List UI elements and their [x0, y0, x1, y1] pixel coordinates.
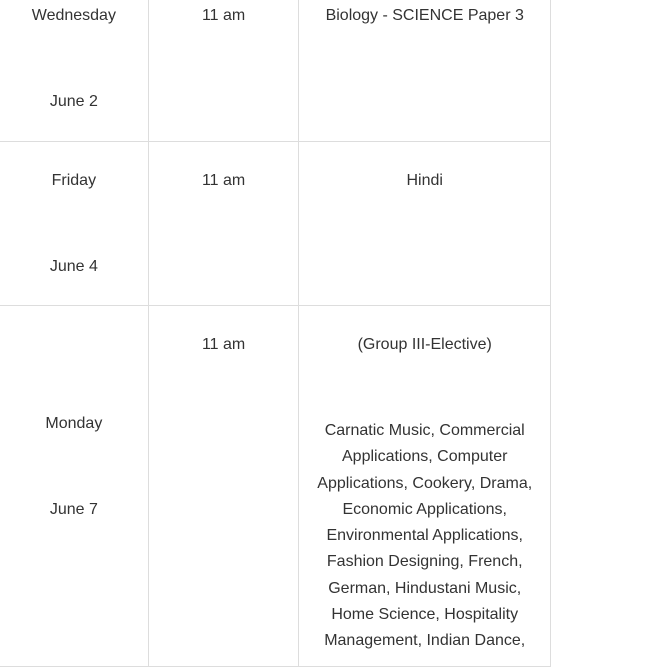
day-name: Monday [45, 415, 103, 432]
exam-subject: Biology - SCIENCE Paper 3 [325, 7, 524, 24]
exam-time: 11 am [201, 172, 246, 189]
day-name: Wednesday [31, 7, 116, 24]
table-row [0, 0, 551, 142]
exam-date: June 7 [49, 501, 98, 518]
exam-time: 11 am [201, 336, 246, 353]
table-row [0, 306, 551, 667]
table-row [0, 142, 551, 306]
exam-date: June 4 [49, 258, 98, 275]
subject-cell [299, 0, 551, 142]
day-name: Friday [51, 172, 97, 189]
time-cell [148, 0, 299, 142]
time-cell [148, 142, 299, 306]
day-cell [0, 306, 148, 667]
day-cell [0, 142, 148, 306]
exam-group: (Group III-Elective) [357, 336, 492, 353]
exam-time: 11 am [201, 7, 246, 24]
subject-cell [299, 306, 551, 667]
elective-subjects-list: Carnatic Music, Commercial Applications, Computer Applications, Cookery, Drama, Economic Applications, Environmental Applications, Fashion Designing, French, German, Hindustani Music, Home Science, Hospitality Management, Indian Dance, [317, 422, 533, 650]
subject-cell [299, 142, 551, 306]
exam-subject: Hindi [406, 172, 443, 189]
exam-date: June 2 [49, 93, 98, 110]
time-cell [148, 306, 299, 667]
day-cell [0, 0, 148, 142]
